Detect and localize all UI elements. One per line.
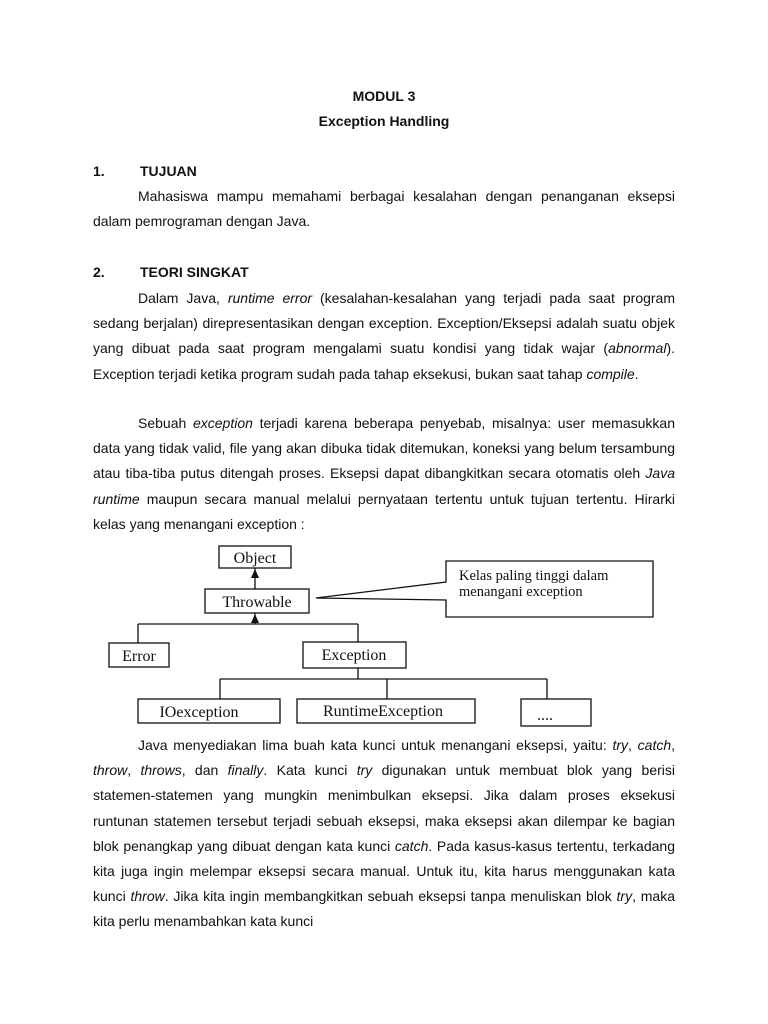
callout-text-line1: Kelas paling tinggi dalam (459, 568, 609, 584)
module-title: Exception Handling (318, 113, 450, 129)
arrow-head (251, 569, 259, 578)
section-title: TUJUAN (140, 163, 197, 179)
paragraph-teori-2: Sebuah exception terjadi karena beberapa penyebab, misalnya: user memasukkan data yang tidak valid, file yang akan dibuka tidak ditemukan, koneksi yang belum tersambung atau tiba-tiba putus ditengah proses. Eksepsi dapat dibangkitkan secara otomatis oleh Java runtime maupun secara manual melalui pernyataan tertentu untuk tujuan tertentu. Hirarki kelas yang menangani exception : (93, 415, 675, 532)
label-exception: Exception (321, 647, 387, 664)
arrow-head (251, 614, 259, 623)
section-title: TEORI SINGKAT (140, 264, 249, 280)
section-number: 2. (93, 264, 105, 280)
paragraph-tujuan: Mahasiswa mampu memahami berbagai kesalahan dengan penanganan eksepsi dalam pemrograman dengan Java. (93, 188, 675, 230)
section-heading-teori (93, 264, 249, 280)
module-number: MODUL 3 (352, 88, 416, 104)
more-box (521, 699, 591, 726)
label-ioexception: IOexception (159, 704, 239, 721)
section-heading-tujuan (93, 163, 197, 179)
paragraph-teori-1: Dalam Java, runtime error (kesalahan-kesalahan yang terjadi pada saat program sedang berjalan) direpresentasikan dengan exception. Exception/Eksepsi adalah suatu objek yang dibuat pada saat program mengalami suatu kondisi yang tidak wajar (abnormal). Exception terjadi ketika program sudah pada tahap eksekusi, bukan saat tahap compile. (93, 290, 675, 382)
label-throwable: Throwable (222, 594, 292, 611)
exception-hierarchy-diagram (0, 540, 768, 735)
section-number: 1. (93, 163, 105, 179)
label-object: Object (233, 550, 277, 567)
label-error: Error (122, 648, 156, 665)
label-more: .... (537, 707, 553, 724)
callout-text-line2: menangani exception (459, 584, 583, 600)
label-runtime: RuntimeException (323, 703, 443, 720)
paragraph-teori-3: Java menyediakan lima buah kata kunci untuk menangani eksepsi, yaitu: try, catch, throw, throws, dan finally. Kata kunci try digunakan untuk membuat blok yang berisi statemen-statemen yang mungkin menimbulkan eksepsi. Jika dalam proses eksekusi runtunan statemen tersebut terjadi sebuah eksepsi, maka eksepsi akan dilempar ke bagian blok penangkap yang dibuat dengan kata kunci catch. Pada kasus-kasus tertentu, terkadang kita juga ingin melempar eksepsi secara manual. Untuk itu, kita harus menggunakan kata kunci throw. Jika kita ingin membangkitkan sebuah eksepsi tanpa menuliskan blok try, maka kita perlu menambahkan kata kunci (93, 737, 676, 930)
